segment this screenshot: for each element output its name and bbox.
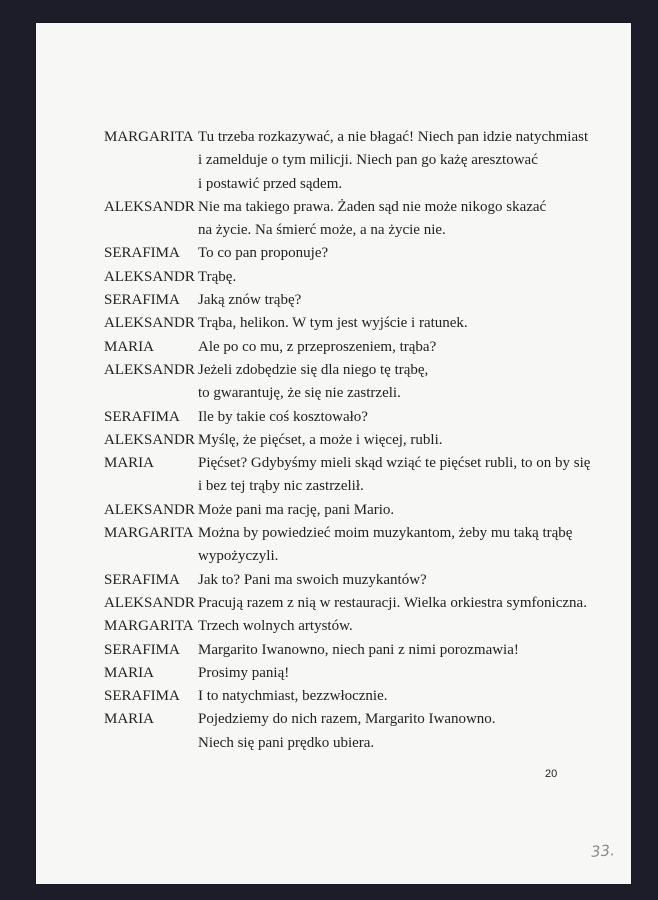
speaker-name: SERAFIMA: [104, 571, 180, 588]
speech-text: Niech się pani prędko ubiera.: [198, 734, 375, 751]
speech-text: Ale po co mu, z przeproszeniem, trąba?: [198, 338, 437, 355]
speech-text: Jeżeli zdobędzie się dla niego tę trąbę,: [198, 361, 429, 378]
document-page: [36, 23, 631, 884]
speaker-name: MARIA: [104, 338, 155, 355]
dialogue-continuation: [104, 149, 604, 172]
speech-text: Prosimy panią!: [198, 664, 290, 681]
speaker-name: SERAFIMA: [104, 641, 180, 658]
speech-text: i zamelduje o tym milicji. Niech pan go każę aresztować: [198, 152, 538, 169]
dialogue-line: [104, 126, 604, 149]
speaker-name: ALEKSANDR: [104, 198, 195, 215]
speech-text: to gwarantuję, że się nie zastrzeli.: [198, 385, 401, 402]
dialogue-block: [104, 126, 604, 755]
speech-text: Pracują razem z nią w restauracji. Wielka orkiestra symfoniczna.: [198, 594, 587, 611]
speaker-name: SERAFIMA: [104, 408, 180, 425]
speaker-name: ALEKSANDR: [104, 431, 195, 448]
dialogue-line: [104, 312, 604, 335]
speech-text: Margarito Iwanowno, niech pani z nimi porozmawia!: [198, 641, 519, 658]
speech-text: Trzech wolnych artystów.: [198, 618, 353, 635]
dialogue-line: [104, 685, 604, 708]
dialogue-line: [104, 662, 604, 685]
speech-text: Ile by takie coś kosztowało?: [198, 408, 368, 425]
speech-text: Trąbę.: [198, 268, 237, 285]
speech-text: Pojedziemy do nich razem, Margarito Iwanowno.: [198, 711, 496, 728]
speaker-name: SERAFIMA: [104, 688, 180, 705]
dialogue-continuation: [104, 545, 604, 568]
dialogue-line: [104, 452, 604, 475]
speaker-name: MARIA: [104, 664, 155, 681]
dialogue-continuation: [104, 732, 604, 755]
speech-text: Trąba, helikon. W tym jest wyjście i ratunek.: [198, 315, 468, 332]
speaker-name: ALEKSANDR: [104, 594, 195, 611]
speaker-name: MARGARITA: [104, 129, 194, 145]
dialogue-line: [104, 522, 604, 545]
dialogue-line: [104, 336, 604, 359]
speech-text: Nie ma takiego prawa. Żaden sąd nie może nikogo skazać: [198, 198, 547, 215]
speech-text: Myślę, że pięćset, a może i więcej, rubli.: [198, 431, 443, 448]
archive-pencil-number: 33.: [590, 841, 616, 861]
speech-text: Można by powiedzieć moim muzykantom, żeby mu taką trąbę: [198, 525, 573, 542]
dialogue-line: [104, 615, 604, 638]
page-number: 20: [545, 768, 558, 780]
dialogue-continuation: [104, 173, 604, 196]
speech-text: Tu trzeba rozkazywać, a nie błagać! Niech pan idzie natychmiast: [198, 129, 589, 145]
dialogue-line: [104, 592, 604, 615]
dialogue-line: [104, 242, 604, 265]
speaker-name: MARGARITA: [104, 618, 194, 635]
speech-text: na życie. Na śmierć może, a na życie nie.: [198, 222, 446, 239]
speaker-name: SERAFIMA: [104, 245, 180, 262]
speech-text: Jak to? Pani ma swoich muzykantów?: [198, 571, 427, 588]
speaker-name: ALEKSANDR: [104, 268, 195, 285]
speech-text: Pięćset? Gdybyśmy mieli skąd wziąć te pięćset rubli, to on by się: [198, 455, 591, 472]
speech-text: Może pani ma rację, pani Mario.: [198, 501, 395, 518]
dialogue-line: [104, 569, 604, 592]
dialogue-line: [104, 359, 604, 382]
dialogue-continuation: [104, 475, 604, 498]
dialogue-line: [104, 196, 604, 219]
speaker-name: ALEKSANDR: [104, 315, 195, 332]
speech-text: i postawić przed sądem.: [198, 175, 343, 192]
dialogue-continuation: [104, 382, 604, 405]
speech-text: Jaką znów trąbę?: [198, 292, 302, 309]
speech-text: i bez tej trąby nic zastrzelił.: [198, 478, 364, 495]
dialogue-continuation: [104, 219, 604, 242]
dialogue-line: [104, 499, 604, 522]
speaker-name: MARIA: [104, 455, 155, 472]
dialogue-line: [104, 289, 604, 312]
speaker-name: MARIA: [104, 711, 155, 728]
dialogue-line: [104, 708, 604, 731]
speaker-name: SERAFIMA: [104, 292, 180, 309]
speaker-name: MARGARITA: [104, 525, 194, 542]
speech-text: To co pan proponuje?: [198, 245, 329, 262]
dialogue-line: [104, 266, 604, 289]
dialogue-line: [104, 639, 604, 662]
speaker-name: ALEKSANDR: [104, 361, 195, 378]
speech-text: I to natychmiast, bezzwłocznie.: [198, 688, 388, 705]
dialogue-line: [104, 429, 604, 452]
speech-text: wypożyczyli.: [198, 548, 279, 565]
speaker-name: ALEKSANDR: [104, 501, 195, 518]
dialogue-line: [104, 406, 604, 429]
